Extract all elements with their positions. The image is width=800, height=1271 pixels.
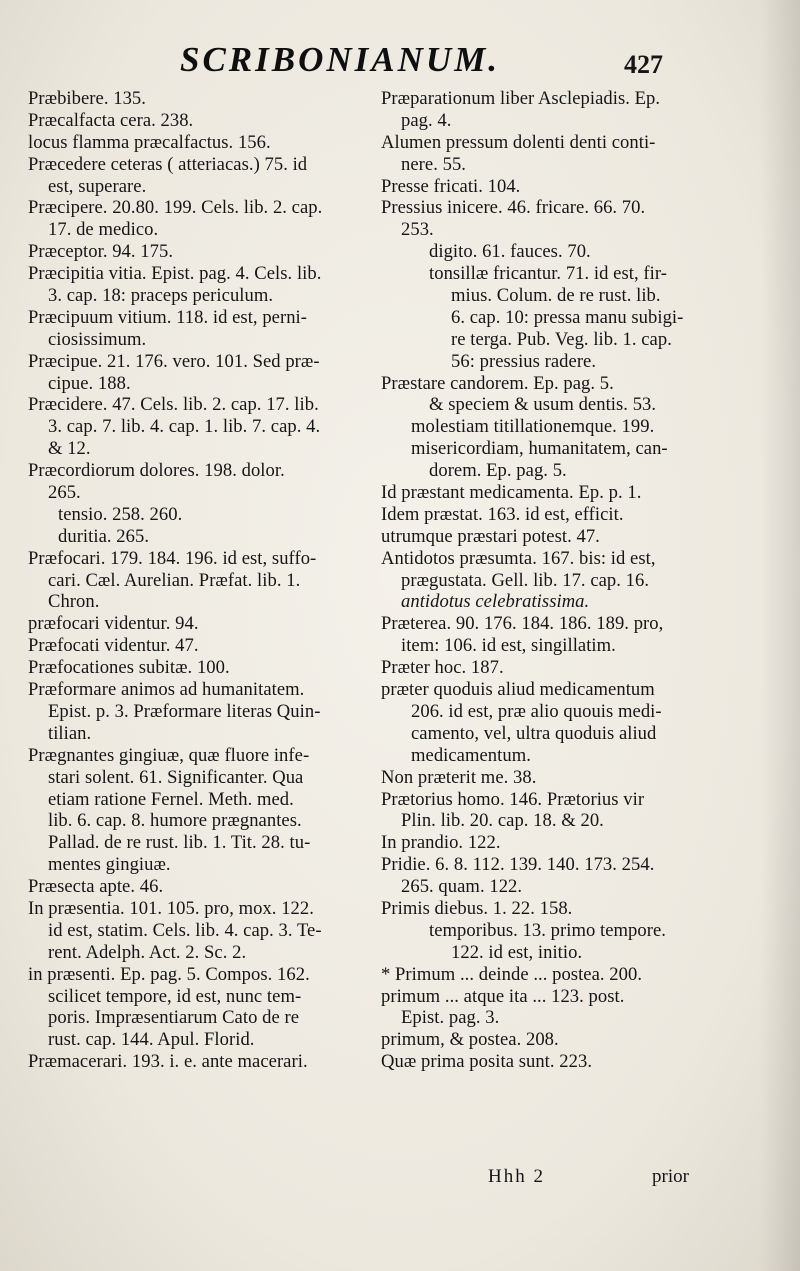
index-entry: Præbibere. 135.: [28, 88, 146, 109]
index-entry: In præsentia. 101. 105. pro, mox. 122.: [28, 897, 314, 919]
index-entry-continuation: etiam ratione Fernel. Meth. med.: [48, 788, 294, 810]
index-entry: Præfocationes subitæ. 100.: [28, 657, 230, 679]
index-entry-continuation: 265. quam. 122.: [401, 876, 523, 898]
index-entry: utrumque præstari potest. 47.: [381, 525, 600, 547]
index-entry: Præcidere. 47. Cels. lib. 2. cap. 17. lib.: [28, 394, 319, 416]
page-footer: [0, 1166, 800, 1196]
index-entry: Præcordiorum dolores. 198. dolor.: [28, 460, 285, 482]
index-entry: Quæ prima posita sunt. 223.: [381, 1051, 593, 1073]
index-entry-continuation: 3. cap. 7. lib. 4. cap. 1. lib. 7. cap. 4.: [48, 416, 321, 438]
page-edge-shadow: [760, 0, 800, 1271]
index-entry: Præmacerari. 193. i. e. ante macerari.: [28, 1051, 308, 1073]
index-entry: Non præterit me. 38.: [381, 766, 537, 788]
index-entry-continuation: medicamentum.: [411, 744, 531, 766]
index-entry: præter quoduis aliud medicamentum: [381, 679, 655, 701]
index-entry: præfocari videntur. 94.: [28, 613, 199, 635]
index-entry-continuation: mentes gingiuæ.: [48, 854, 171, 876]
index-entry: Præfocari. 179. 184. 196. id est, suffo-: [28, 547, 317, 569]
index-entry: Primis diebus. 1. 22. 158.: [381, 897, 573, 919]
index-entry-continuation: rust. cap. 144. Apul. Florid.: [48, 1029, 255, 1051]
index-entry-continuation: dorem. Ep. pag. 5.: [429, 460, 567, 482]
index-entry-continuation: 253.: [401, 219, 434, 241]
index-subentry: digito. 61. fauces. 70.: [429, 241, 591, 263]
index-entry-continuation: 6. cap. 10: pressa manu subigi-: [451, 306, 684, 328]
running-title: SCRIBONIANUM.: [180, 40, 501, 79]
index-subentry: temporibus. 13. primo tempore.: [429, 919, 666, 941]
index-entry-continuation: 206. id est, præ alio quouis medi-: [411, 700, 662, 722]
index-subentry: molestiam titillationemque. 199.: [411, 416, 655, 438]
index-subentry: duritia. 265.: [58, 525, 150, 547]
index-entry: Presse fricati. 104.: [381, 175, 521, 197]
index-entry-continuation: nere. 55.: [401, 153, 466, 175]
index-entry: Præcalfacta cera. 238.: [28, 109, 194, 131]
index-column-right: [381, 88, 727, 1073]
index-entry-continuation: 56: pressius radere.: [451, 350, 597, 372]
index-entry: Præstare candorem. Ep. pag. 5.: [381, 372, 614, 394]
index-entry-continuation: id est, statim. Cels. lib. 4. cap. 3. Te-: [48, 919, 322, 941]
index-entry: primum, & postea. 208.: [381, 1029, 559, 1051]
index-entry-continuation: pag. 4.: [401, 109, 452, 131]
index-subentry: & speciem & usum dentis. 53.: [429, 394, 657, 416]
index-entry: Id præstant medicamenta. Ep. p. 1.: [381, 482, 642, 504]
index-entry: Præparationum liber Asclepiadis. Ep.: [381, 88, 661, 109]
index-entry-continuation: prægustata. Gell. lib. 17. cap. 16.: [401, 569, 650, 591]
page-header: [0, 40, 800, 90]
index-entry-continuation: 265.: [48, 482, 81, 504]
index-entry-continuation: Epist. p. 3. Præformare literas Quin-: [48, 700, 321, 722]
index-entry: Prægnantes gingiuæ, quæ fluore infe-: [28, 744, 310, 766]
index-entry-continuation: mius. Colum. de re rust. lib.: [451, 285, 661, 307]
index-entry: Præcedere ceteras ( atteriacas.) 75. id: [28, 153, 308, 175]
index-subentry: tensio. 258. 260.: [58, 503, 183, 525]
index-entry-continuation: Plin. lib. 20. cap. 18. & 20.: [401, 810, 604, 832]
index-entry: Præfocati videntur. 47.: [28, 635, 199, 657]
index-entry-continuation: ciosissimum.: [48, 328, 147, 350]
index-entry: Alumen pressum dolenti denti conti-: [381, 131, 656, 153]
index-entry: locus flamma præcalfactus. 156.: [28, 131, 271, 153]
signature-mark: Hhh 2: [488, 1166, 545, 1187]
index-entry: Præceptor. 94. 175.: [28, 241, 174, 263]
index-entry-continuation: Pallad. de re rust. lib. 1. Tit. 28. tu-: [48, 832, 311, 854]
index-entry: Præterea. 90. 176. 184. 186. 189. pro,: [381, 613, 664, 635]
index-entry-continuation: camento, vel, ultra quoduis aliud: [411, 722, 657, 744]
index-entry: Præcipere. 20.80. 199. Cels. lib. 2. cap.: [28, 197, 323, 219]
index-entry: Idem præstat. 163. id est, efficit.: [381, 503, 624, 525]
index-entry: Præsecta apte. 46.: [28, 876, 164, 898]
index-entry: Præcipuum vitium. 118. id est, perni-: [28, 306, 308, 328]
index-entry-continuation: Epist. pag. 3.: [401, 1007, 500, 1029]
index-entry: * Primum ... deinde ... postea. 200.: [381, 963, 643, 985]
index-entry: Præcipitia vitia. Epist. pag. 4. Cels. lib.: [28, 263, 322, 285]
index-entry: Præcipue. 21. 176. vero. 101. Sed præ-: [28, 350, 320, 372]
index-entry-continuation: scilicet tempore, id est, nunc tem-: [48, 985, 302, 1007]
index-entry: primum ... atque ita ... 123. post.: [381, 985, 625, 1007]
index-entry-continuation: rent. Adelph. Act. 2. Sc. 2.: [48, 941, 247, 963]
index-subentry: misericordiam, humanitatem, can-: [411, 438, 668, 460]
catchword: prior: [652, 1166, 689, 1187]
index-entry: Pridie. 6. 8. 112. 139. 140. 173. 254.: [381, 854, 655, 876]
index-entry-continuation: lib. 6. cap. 8. humore prægnantes.: [48, 810, 302, 832]
index-entry-continuation: cari. Cæl. Aurelian. Præfat. lib. 1.: [48, 569, 301, 591]
index-entry-continuation: tilian.: [48, 722, 92, 744]
index-entry: Pressius inicere. 46. fricare. 66. 70.: [381, 197, 646, 219]
page-number: 427: [624, 50, 663, 79]
index-entry-continuation: & 12.: [48, 438, 91, 460]
index-entry-continuation: item: 106. id est, singillatim.: [401, 635, 616, 657]
index-entry-continuation: antidotus celebratissima.: [401, 591, 590, 613]
index-entry: In prandio. 122.: [381, 832, 501, 854]
index-entry-continuation: Chron.: [48, 591, 100, 613]
index-entry-continuation: 17. de medico.: [48, 219, 159, 241]
index-entry-continuation: 3. cap. 18: praceps periculum.: [48, 285, 274, 307]
index-entry: Antidotos præsumta. 167. bis: id est,: [381, 547, 656, 569]
index-entry-continuation: poris. Impræsentiarum Cato de re: [48, 1007, 300, 1029]
index-entry-continuation: re terga. Pub. Veg. lib. 1. cap.: [451, 328, 672, 350]
index-entry-continuation: est, superare.: [48, 175, 147, 197]
index-entry-continuation: stari solent. 61. Significanter. Qua: [48, 766, 304, 788]
index-entry-continuation: 122. id est, initio.: [451, 941, 583, 963]
index-subentry: tonsillæ fricantur. 71. id est, fir-: [429, 263, 667, 285]
index-entry-continuation: cipue. 188.: [48, 372, 131, 394]
index-entry: Prætorius homo. 146. Prætorius vir: [381, 788, 645, 810]
index-entry: in præsenti. Ep. pag. 5. Compos. 162.: [28, 963, 310, 985]
index-column-left: [28, 88, 378, 1073]
index-entry: Præter hoc. 187.: [381, 657, 504, 679]
index-entry: Præformare animos ad humanitatem.: [28, 679, 305, 701]
